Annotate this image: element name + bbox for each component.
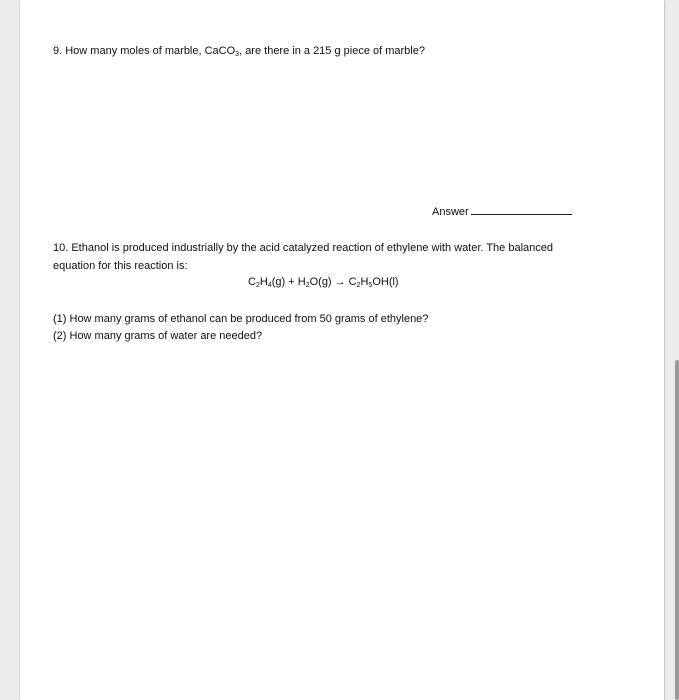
answer-blank-line[interactable] [471,214,572,215]
question-10-line-1: 10. Ethanol is produced industrially by the acid catalyzed reaction of ethylene with water. The balanced [53,242,553,254]
reactant-2-sub-2: 2 [305,282,310,289]
reactant-1-state: (g) [271,276,286,288]
reactant-1-sub-2: 2 [255,282,260,289]
reactant-2-o: O(g) [309,276,332,288]
reaction-arrow-icon: → [334,276,346,288]
balanced-equation [248,276,399,288]
scrollbar-thumb[interactable] [675,360,679,700]
question-10-part-2: (2) How many grams of water are needed? [53,330,263,342]
product-h: H [360,276,369,288]
question-9-text-prefix: 9. How many moles of marble, CaCO [53,45,236,57]
reactant-1-h: H [259,276,268,288]
question-9 [53,44,425,59]
product-oh: OH(l) [372,276,399,288]
product-sub-5: 5 [368,282,373,289]
reactant-1-sub-4: 4 [267,282,272,289]
question-10-part-1: (1) How many grams of ethanol can be produced from 50 grams of ethylene? [53,313,429,325]
product-c: C [348,276,357,288]
reactant-1-c: C [248,276,256,288]
question-9-subscript: 3 [235,51,240,58]
answer-label: Answer [432,206,469,218]
answer-row [432,206,572,218]
question-10-line-2: equation for this reaction is: [53,260,188,272]
plus-sign: + [288,276,295,288]
worksheet-page [20,0,664,700]
reactant-2-h: H [297,276,306,288]
product-sub-2: 2 [356,282,361,289]
question-9-text-suffix: , are there in a 215 g piece of marble? [239,45,425,57]
